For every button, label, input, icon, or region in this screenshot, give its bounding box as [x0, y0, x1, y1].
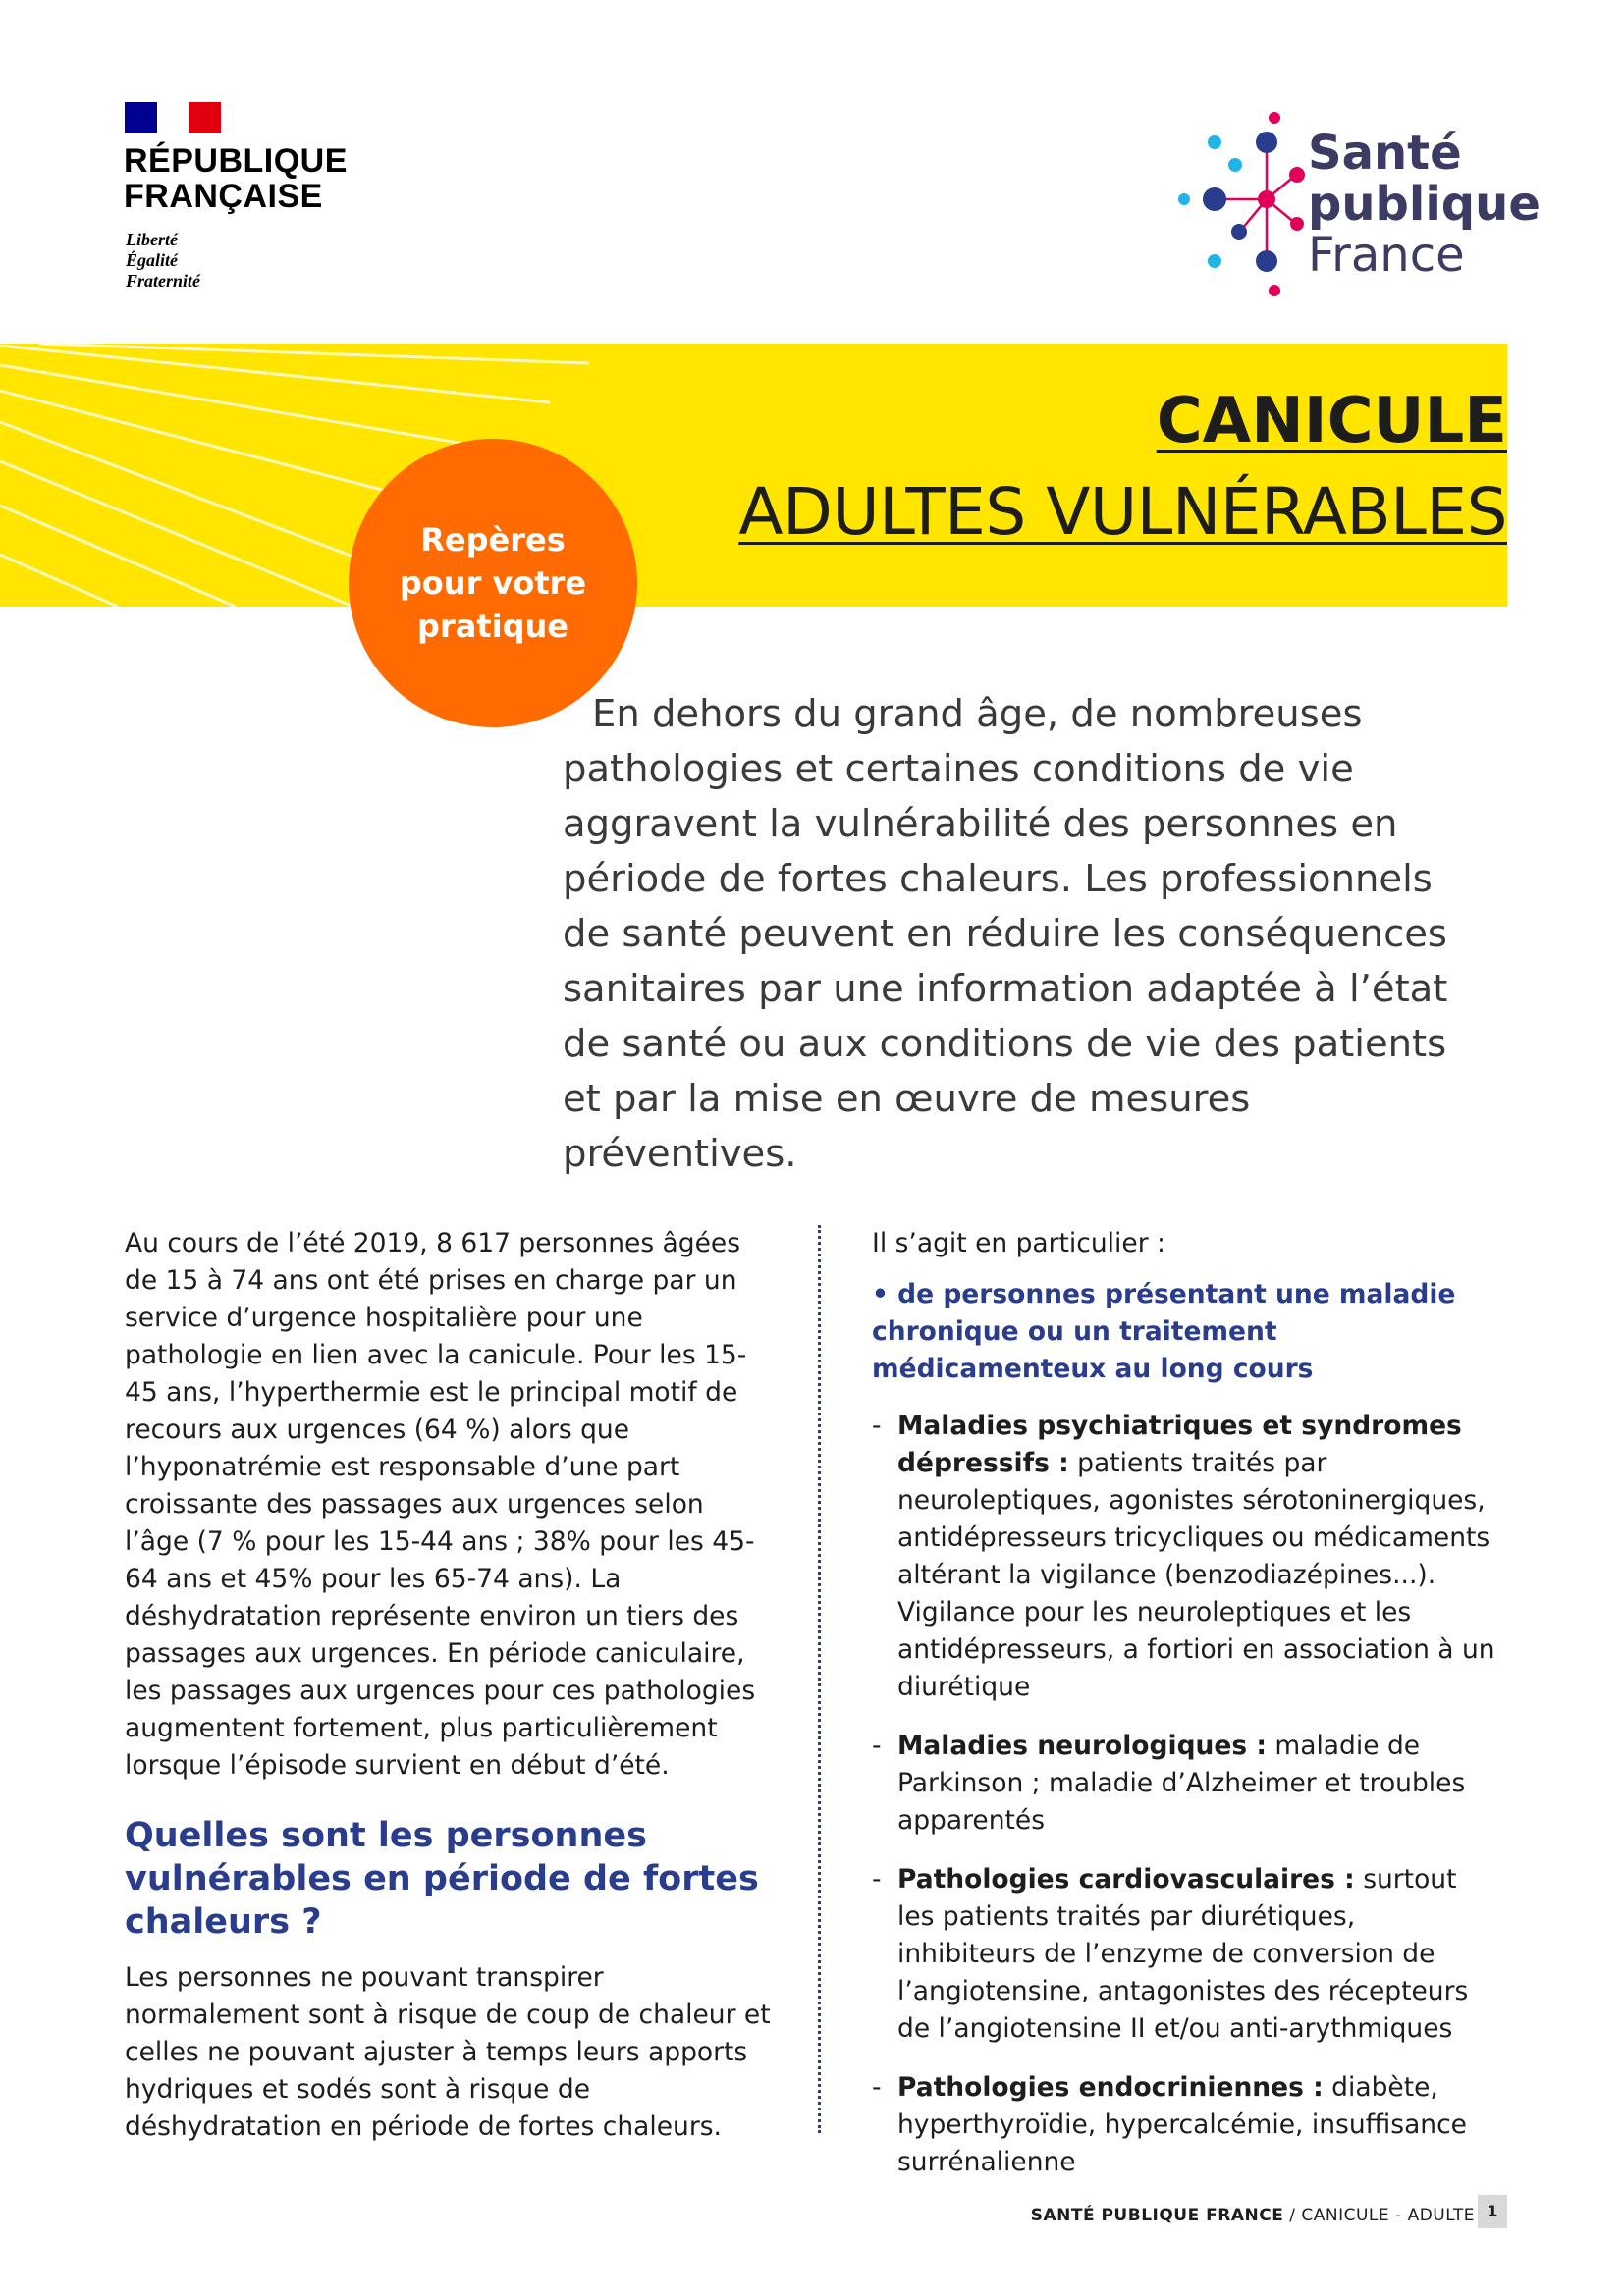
- page-number: 1: [1478, 2195, 1507, 2228]
- intro-paragraph: [563, 687, 1486, 1182]
- right-column: [872, 1225, 1500, 2203]
- list-dash: -: [872, 1864, 882, 1895]
- footer-separator: /: [1283, 2206, 1302, 2225]
- list-dash: -: [872, 2072, 882, 2103]
- page-footer: [1031, 2206, 1475, 2225]
- bullet-heading: • de personnes présentant une maladie chronique ou un traitement médicamenteux au long cours: [872, 1279, 1456, 1384]
- document-title: CANICULE: [1156, 385, 1507, 457]
- column-divider: [818, 1225, 821, 2133]
- footer-brand: SANTÉ PUBLIQUE FRANCE: [1030, 2206, 1284, 2225]
- left-column: [125, 1225, 773, 2146]
- document-subtitle: ADULTES VULNÉRABLES: [738, 474, 1507, 550]
- republique-francaise-motto: [126, 230, 200, 292]
- rf-line1: RÉPUBLIQUE: [124, 142, 348, 180]
- item-text: diabète, hyperthyroïdie, hypercalcémie, insuffisance surrénalienne: [897, 2072, 1467, 2177]
- item-title: Pathologies endocriniennes :: [897, 2072, 1324, 2103]
- spf-line2: publique: [1308, 177, 1541, 232]
- list-dash: -: [872, 1411, 882, 1441]
- item-text: surtout les patients traités par diurétiques, inhibiteurs de l’enzyme de conversion de l’angiotensine, antagonistes des récepteurs de l’angiotensine II et/ou anti-arythmiques: [897, 1864, 1469, 2044]
- right-lead: Il s’agit en particulier :: [872, 1228, 1165, 1258]
- item-title: Maladies psychiatriques et syndromes dépressifs :: [897, 1411, 1462, 1478]
- badge-text: Repères pour votre pratique: [399, 521, 587, 645]
- republique-francaise-flag: [125, 102, 221, 133]
- footer-doc: CANICULE - ADULTE: [1301, 2206, 1475, 2225]
- spf-logo-icon: [1168, 106, 1316, 302]
- intro-text: En dehors du grand âge, de nombreuses pathologies et certaines conditions de vie aggravent la vulnérabilité des personnes en période de fortes chaleurs. Les professionnels de santé peuvent en réduire les conséquences sanitaires par une information adaptée à l’état de santé ou aux conditions de vie des patients et par la mise en œuvre de mesures préventives.: [563, 692, 1448, 1176]
- item-text: patients traités par neuroleptiques, agonistes sérotoninergiques, antidépresseurs tricycliques ou médicaments altérant la vigilance (benzodiazépines...). Vigilance pour les neuroleptiques et les antidépresseurs, a fortiori en association à un diurétique: [897, 1448, 1495, 1702]
- spf-logo-text: [1308, 128, 1541, 281]
- section-heading: Quelles sont les personnes vulnérables en période de fortes chaleurs ?: [125, 1816, 759, 1942]
- motto-egalite: Égalité: [126, 250, 178, 270]
- list-item: [872, 2069, 1500, 2181]
- item-title: Maladies neurologiques :: [897, 1731, 1267, 1761]
- list-dash: -: [872, 1731, 882, 1761]
- rf-line2: FRANÇAISE: [124, 178, 323, 215]
- vulnerability-paragraph: Les personnes ne pouvant transpirer normalement sont à risque de coup de chaleur et celles ne pouvant ajuster à temps leurs apports hydriques et sodés sont à risque de déshydratation en période de fortes chaleurs.: [125, 1962, 771, 2142]
- motto-liberte: Liberté: [126, 230, 178, 249]
- republique-francaise-name: [124, 143, 348, 214]
- spf-line3: France: [1308, 228, 1465, 283]
- stats-paragraph: Au cours de l’été 2019, 8 617 personnes âgées de 15 à 74 ans ont été prises en charge par un service d’urgence hospitalière pour une pathologie en lien avec la canicule. Pour les 15-45 ans, l’hyperthermie est le principal motif de recours aux urgences (64 %) alors que l’hyponatrémie est responsable d’une part croissante des passages aux urgences selon l’âge (7 % pour les 15-44 ans ; 38% pour les 45-64 ans et 45% pour les 65-74 ans). La déshydratation représente environ un tiers des passages aux urgences. En période caniculaire, les passages aux urgences pour ces pathologies augmentent fortement, plus particulièrement lorsque l’épisode survient en début d’été.: [125, 1228, 756, 1781]
- motto-fraternite: Fraternité: [126, 271, 201, 291]
- spf-line1: Santé: [1308, 126, 1462, 181]
- item-title: Pathologies cardiovasculaires :: [897, 1864, 1355, 1895]
- list-item: [872, 1728, 1500, 1840]
- list-item: [872, 1861, 1500, 2048]
- reperes-badge: [349, 439, 637, 727]
- list-item: [872, 1408, 1500, 1706]
- item-text: maladie de Parkinson ; maladie d’Alzheimer et troubles apparentés: [897, 1731, 1466, 1836]
